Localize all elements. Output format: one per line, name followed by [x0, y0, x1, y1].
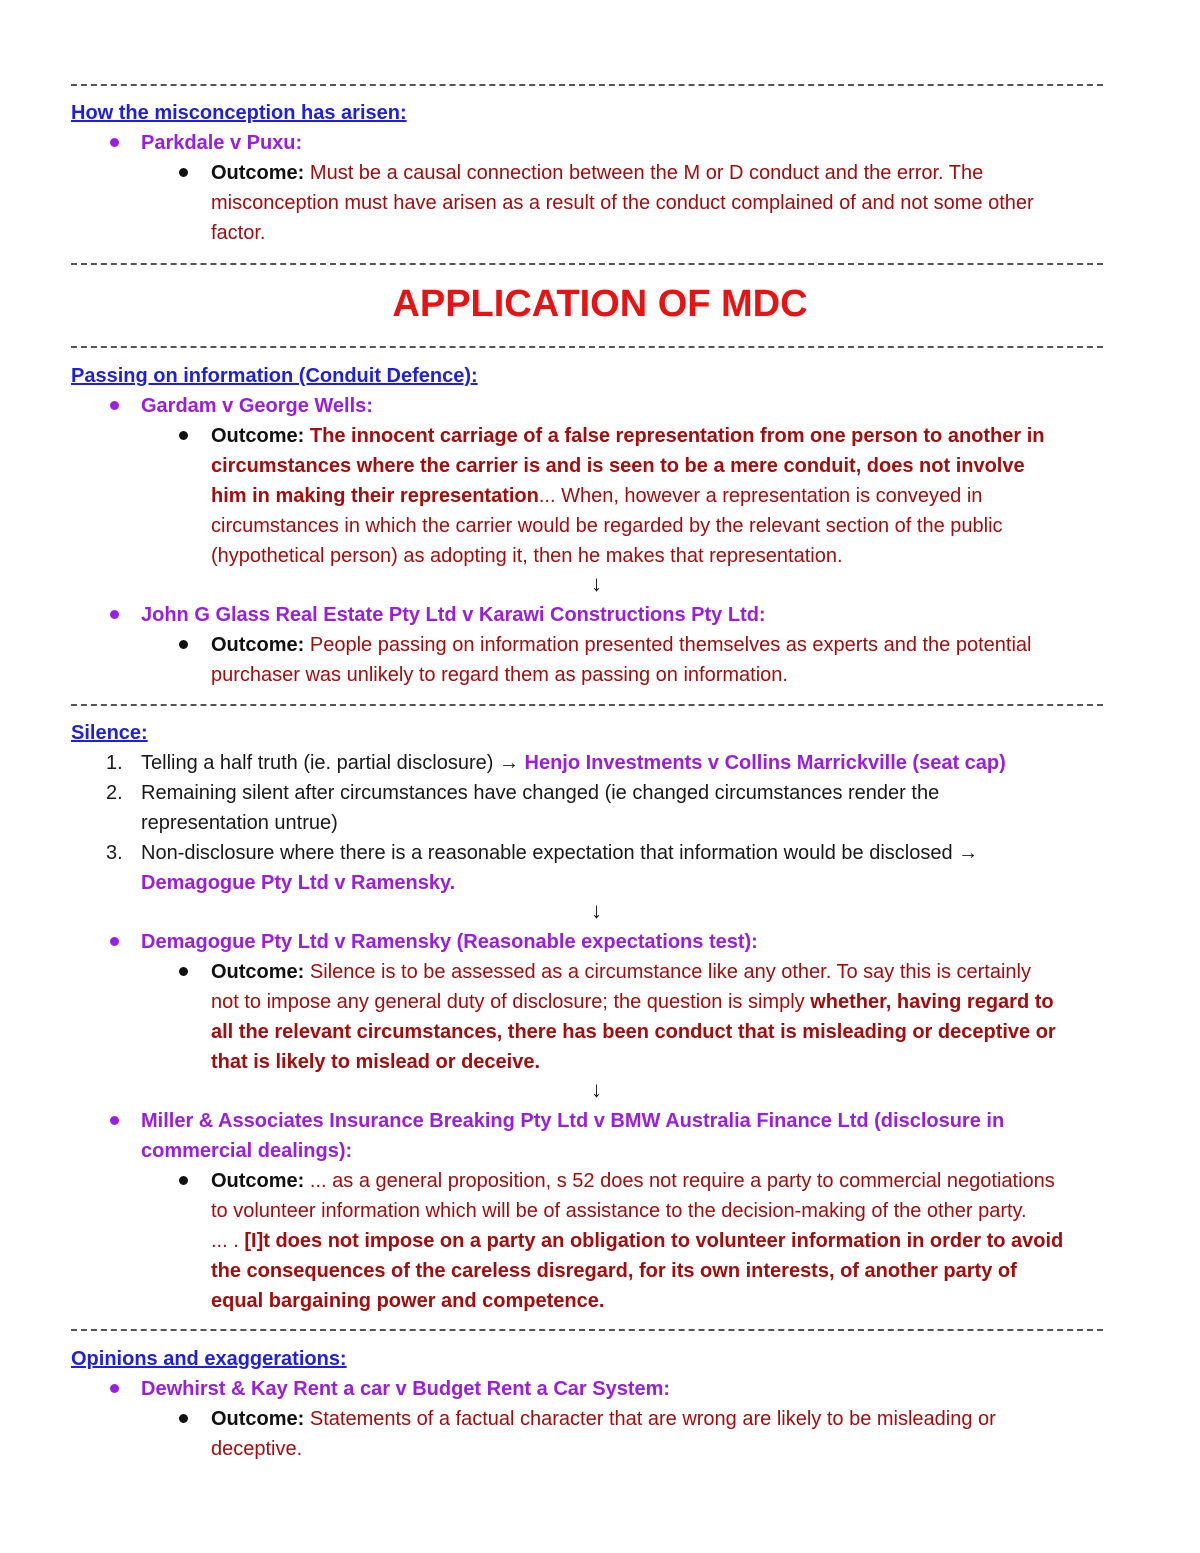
down-arrow-icon: ↓	[591, 898, 602, 923]
bullet-icon	[110, 401, 119, 410]
outcome-text: factor.	[211, 222, 266, 244]
case-demagogue: Demagogue Pty Ltd v Ramensky (Reasonable expectations test):	[141, 931, 758, 953]
case-miller: Miller & Associates Insurance Breaking Pty Ltd v BMW Australia Finance Ltd (disclosure in	[141, 1110, 1005, 1132]
bullet-icon	[110, 1384, 119, 1393]
case-dewhirst: Dewhirst & Kay Rent a car v Budget Rent a Car System:	[141, 1378, 671, 1400]
outcome-text: the consequences of the careless disregard, for its own interests, of another party of	[211, 1260, 1017, 1282]
bullet-icon	[179, 1414, 188, 1423]
case-john-g-glass: John G Glass Real Estate Pty Ltd v Karawi Constructions Pty Ltd:	[141, 604, 766, 626]
outcome-text: whether, having regard to	[810, 991, 1054, 1013]
case-demagogue-ref: Demagogue Pty Ltd v Ramensky.	[141, 872, 456, 894]
outcome-label: Outcome:	[211, 425, 305, 447]
outcome-text: Statements of a factual character that are wrong are likely to be misleading or	[309, 1408, 996, 1430]
list-item	[141, 748, 1006, 778]
bullet-icon	[179, 168, 188, 177]
list-item-text: representation untrue)	[141, 812, 338, 834]
list-item-text: Non-disclosure where there is a reasonable expectation that information would be disclosed →	[141, 842, 979, 864]
outcome-text: People passing on information presented themselves as experts and the potential	[309, 634, 1032, 656]
outcome-text: misconception must have arisen as a result of the conduct complained of and not some other	[211, 192, 1034, 214]
outcome-line	[211, 1226, 1063, 1256]
section-heading-silence: Silence:	[71, 722, 148, 744]
outcome-text: circumstances where the carrier is and is seen to be a mere conduit, does not involve	[211, 455, 1025, 477]
outcome-text: deceptive.	[211, 1438, 303, 1460]
outcome-line	[211, 1166, 1055, 1196]
outcome-line	[211, 630, 1031, 660]
down-arrow-icon: ↓	[591, 571, 602, 596]
outcome-line	[211, 421, 1045, 451]
section-heading-opinions: Opinions and exaggerations:	[71, 1348, 347, 1370]
outcome-text: to volunteer information which will be of assistance to the decision-making of the other party.	[211, 1200, 1027, 1222]
outcome-line	[211, 987, 1054, 1017]
outcome-line	[211, 957, 1031, 987]
section-heading-misconception: How the misconception has arisen:	[71, 102, 407, 124]
outcome-text: (hypothetical person) as adopting it, then he makes that representation.	[211, 545, 843, 567]
divider	[71, 704, 1103, 706]
divider	[71, 1329, 1103, 1331]
bullet-icon	[110, 610, 119, 619]
list-number: 1.	[106, 752, 123, 774]
outcome-text: The innocent carriage of a false representation from one person to another in	[309, 425, 1045, 447]
divider	[71, 263, 1103, 265]
case-henjo: Henjo Investments v Collins Marrickville (seat cap)	[524, 752, 1006, 774]
outcome-text: that is likely to mislead or deceive.	[211, 1051, 541, 1073]
bullet-icon	[179, 640, 188, 649]
outcome-text: equal bargaining power and competence.	[211, 1290, 605, 1312]
case-miller-cont: commercial dealings):	[141, 1140, 353, 1162]
outcome-text: Must be a causal connection between the M or D conduct and the error. The	[309, 162, 984, 184]
outcome-label: Outcome:	[211, 634, 305, 656]
outcome-label: Outcome:	[211, 162, 305, 184]
case-gardam: Gardam v George Wells:	[141, 395, 373, 417]
outcome-text: [I]t does not impose on a party an obligation to volunteer information in order to avoid	[244, 1230, 1064, 1252]
page-title: APPLICATION OF MDC	[392, 283, 808, 325]
outcome-text: circumstances in which the carrier would be regarded by the relevant section of the public	[211, 515, 1003, 537]
outcome-label: Outcome:	[211, 1408, 305, 1430]
outcome-text: ... as a general proposition, s 52 does not require a party to commercial negotiations	[309, 1170, 1055, 1192]
section-heading-passing-on: Passing on information (Conduit Defence):	[71, 365, 478, 387]
outcome-text: purchaser was unlikely to regard them as passing on information.	[211, 664, 788, 686]
outcome-line	[211, 1404, 996, 1434]
divider	[71, 84, 1103, 86]
list-item-text: Remaining silent after circumstances have changed (ie changed circumstances render the	[141, 782, 940, 804]
divider	[71, 346, 1103, 348]
outcome-text: ... .	[211, 1230, 239, 1252]
bullet-icon	[179, 967, 188, 976]
outcome-text: Silence is to be assessed as a circumstance like any other. To say this is certainly	[309, 961, 1031, 983]
outcome-label: Outcome:	[211, 961, 305, 983]
outcome-text: all the relevant circumstances, there has been conduct that is misleading or deceptive or	[211, 1021, 1056, 1043]
outcome-line	[211, 481, 982, 511]
bullet-icon	[179, 1176, 188, 1185]
outcome-text: not to impose any general duty of disclosure; the question is simply	[211, 991, 805, 1013]
list-number: 2.	[106, 782, 123, 804]
list-number: 3.	[106, 842, 123, 864]
list-item-text: Telling a half truth (ie. partial disclosure) →	[141, 752, 519, 774]
bullet-icon	[110, 138, 119, 147]
outcome-line	[211, 158, 983, 188]
bullet-icon	[110, 937, 119, 946]
outcome-text: ... When, however a representation is conveyed in	[538, 485, 983, 507]
bullet-icon	[179, 431, 188, 440]
outcome-text: him in making their representation	[211, 485, 539, 507]
case-parkdale: Parkdale v Puxu:	[141, 132, 303, 154]
down-arrow-icon: ↓	[591, 1077, 602, 1102]
bullet-icon	[110, 1116, 119, 1125]
outcome-label: Outcome:	[211, 1170, 305, 1192]
